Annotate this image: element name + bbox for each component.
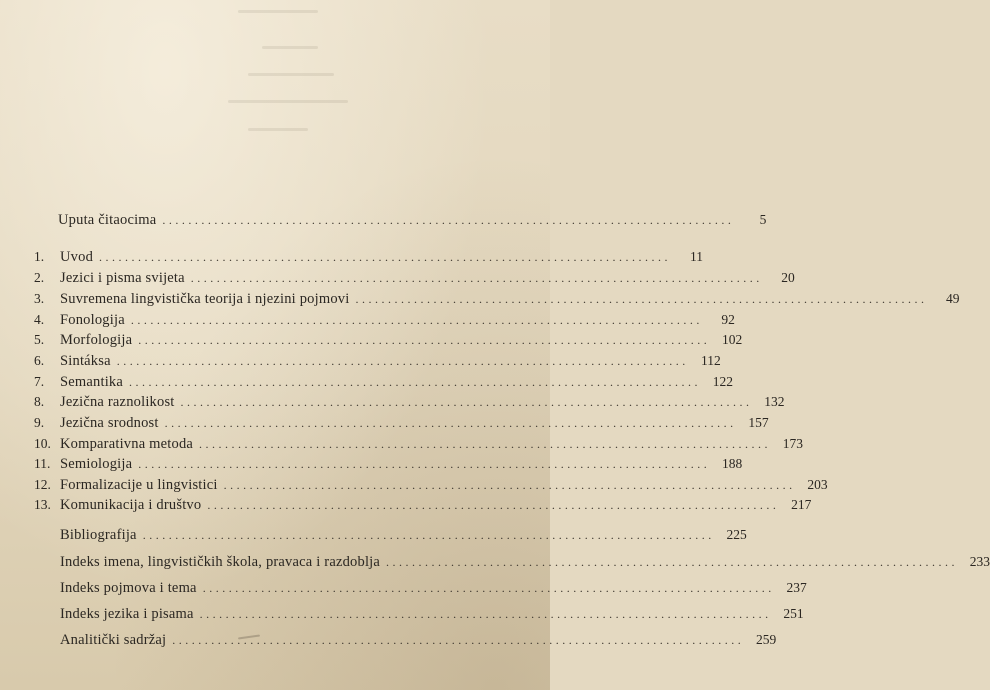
toc-number: 13. xyxy=(34,497,51,512)
toc-row-12[interactable] xyxy=(34,477,828,497)
toc-title: Morfologija xyxy=(60,332,133,348)
dot-leader: ........................................................................................ xyxy=(223,478,796,492)
toc-row-5[interactable] xyxy=(34,332,743,352)
toc-page: 122 xyxy=(712,374,734,389)
toc-title: Komunikacija i društvo xyxy=(60,497,202,513)
toc-row-8[interactable] xyxy=(34,394,785,414)
toc-number: 3. xyxy=(34,291,45,306)
toc-row-index-terms[interactable] xyxy=(34,580,807,600)
toc-number: 4. xyxy=(34,312,45,327)
toc-row-11[interactable] xyxy=(34,456,743,476)
toc-row-preface[interactable] xyxy=(34,212,767,232)
toc-title: Indeks imena, lingvističkih škola, pravaca i razdoblja xyxy=(60,554,381,570)
toc-title: Analitički sadržaj xyxy=(60,632,167,648)
toc-page: 92 xyxy=(721,312,735,327)
toc-page: 5 xyxy=(759,212,767,227)
dot-leader: ........................................................................................ xyxy=(138,333,711,347)
toc-row-7[interactable] xyxy=(34,374,734,394)
dot-leader: ........................................................................................ xyxy=(199,437,772,451)
toc-page: 173 xyxy=(782,436,804,451)
toc-row-analytic-contents[interactable] xyxy=(34,632,777,652)
toc-number: 5. xyxy=(34,332,45,347)
toc-row-2[interactable] xyxy=(34,270,795,290)
toc-page: 188 xyxy=(722,456,743,471)
toc-row-3[interactable] xyxy=(34,291,960,311)
toc-row-13[interactable] xyxy=(34,497,812,517)
toc-title: Semiologija xyxy=(60,456,133,472)
dot-leader: ........................................................................................ xyxy=(180,395,753,409)
toc-page: 237 xyxy=(786,580,807,595)
toc-row-bibliography[interactable] xyxy=(34,527,747,547)
toc-title: Indeks jezika i pisama xyxy=(60,606,194,622)
toc-page: 157 xyxy=(748,415,769,430)
toc-row-1[interactable] xyxy=(34,249,704,269)
toc-row-4[interactable] xyxy=(34,312,735,332)
toc-page: 225 xyxy=(726,527,747,542)
toc-page: 11 xyxy=(690,249,704,264)
toc-row-6[interactable] xyxy=(34,353,721,373)
toc-page: 112 xyxy=(701,353,721,368)
toc-page: 20 xyxy=(781,270,795,285)
toc-page: 49 xyxy=(945,291,960,306)
dot-leader: ........................................................................................ xyxy=(162,213,735,227)
toc-page: 102 xyxy=(722,332,743,347)
toc-row-9[interactable] xyxy=(34,415,769,435)
toc-title: Sintáksa xyxy=(60,353,111,369)
toc-title: Semantika xyxy=(60,374,124,390)
dot-leader: ........................................................................................ xyxy=(99,250,672,264)
dot-leader: ........................................................................................ xyxy=(138,457,711,471)
toc-number: 11. xyxy=(34,456,51,471)
toc-number: 6. xyxy=(34,353,45,368)
toc-title: Jezici i pisma svijeta xyxy=(60,270,185,286)
toc-row-10[interactable] xyxy=(34,436,804,456)
toc-number: 9. xyxy=(34,415,45,430)
toc-number: 7. xyxy=(34,374,45,389)
toc-title: Jezična raznolikost xyxy=(60,394,175,410)
toc-page: 217 xyxy=(791,497,812,512)
toc-page: 203 xyxy=(807,477,828,492)
dot-leader: ........................................................................................ xyxy=(355,292,928,306)
toc-number: 8. xyxy=(34,394,45,409)
toc-page: 233 xyxy=(969,554,990,569)
toc-number: 2. xyxy=(34,270,45,285)
dot-leader: ........................................................................................ xyxy=(164,416,737,430)
toc-title: Suvremena lingvistička teorija i njezini pojmovi xyxy=(60,291,350,307)
toc-title: Komparativna metoda xyxy=(60,436,194,452)
toc-page: 251 xyxy=(783,606,804,621)
toc-row-index-languages[interactable] xyxy=(34,606,804,626)
dot-leader: ........................................................................................ xyxy=(142,528,715,542)
toc-number: 1. xyxy=(34,249,45,264)
toc-number: 12. xyxy=(34,477,51,492)
show-through-text xyxy=(0,0,550,160)
dot-leader: ........................................................................................ xyxy=(199,607,772,621)
toc-title: Bibliografija xyxy=(60,527,137,543)
dot-leader: ........................................................................................ xyxy=(172,633,745,647)
dot-leader: ........................................................................................ xyxy=(202,581,775,595)
dot-leader: ........................................................................................ xyxy=(207,498,780,512)
toc-title: Uvod xyxy=(60,249,94,265)
toc-number: 10. xyxy=(34,436,51,451)
toc-title: Jezična srodnost xyxy=(60,415,159,431)
dot-leader: ........................................................................................ xyxy=(386,555,959,569)
toc-row-index-names[interactable] xyxy=(34,554,990,574)
toc-title: Formalizacije u lingvistici xyxy=(60,477,218,493)
toc-title: Fonologija xyxy=(60,312,125,328)
toc-page: 259 xyxy=(756,632,777,647)
dot-leader: ........................................................................................ xyxy=(130,313,703,327)
toc-title: Uputa čitaocima xyxy=(58,212,157,228)
toc-page: 132 xyxy=(764,394,785,409)
toc-title: Indeks pojmova i tema xyxy=(60,580,197,596)
dot-leader: ........................................................................................ xyxy=(129,375,702,389)
dot-leader: ........................................................................................ xyxy=(116,354,689,368)
dot-leader: ........................................................................................ xyxy=(190,271,763,285)
